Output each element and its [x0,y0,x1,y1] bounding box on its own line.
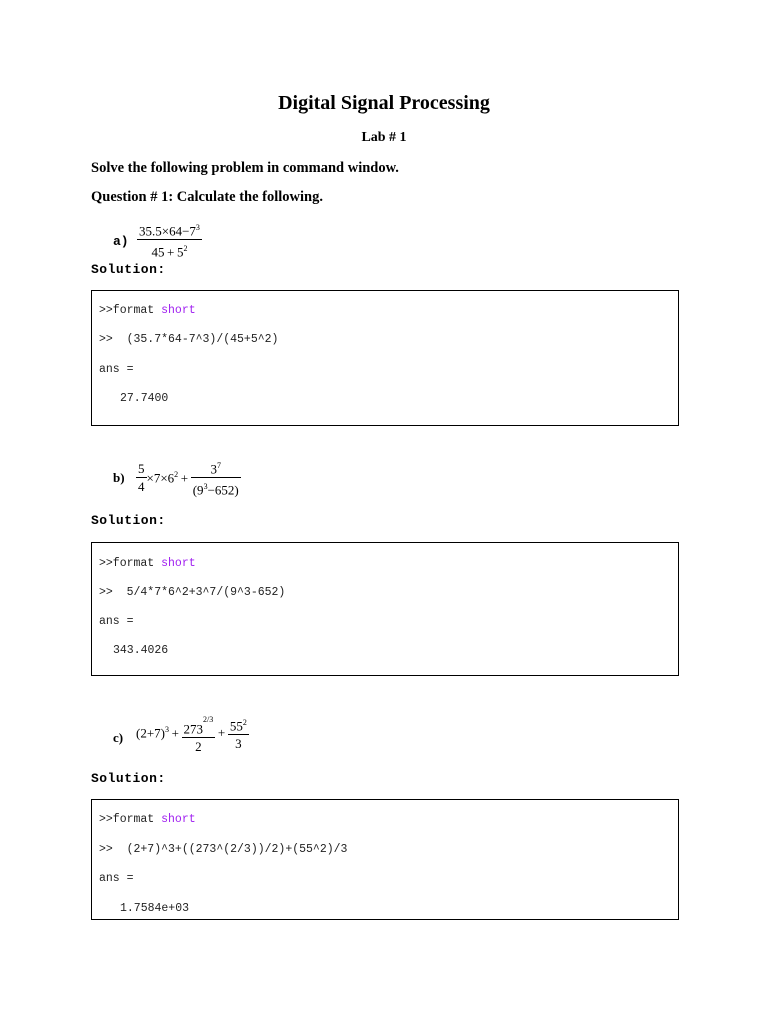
code-result: 343.4026 [113,644,169,657]
code-line: >>format short [99,557,196,570]
problem-c-expression: $(2+7)^3$ + $\frac{273^{2/3}}{2}$ + $\frac{55^2}{3}$ [136,712,249,754]
code-line: ans = [99,363,134,376]
code-line: >>format short [99,304,196,317]
problem-c-solution-label: Solution: [91,771,166,786]
problem-c-label: c) [113,730,124,745]
question-heading: Question # 1: Calculate the following. [91,189,323,205]
problem-a-expression: $\frac{35.5\times 64-7^3}{45 + 5^2}$ [137,220,202,260]
problem-b-solution-label: Solution: [91,513,166,528]
problem-b-label: b) [113,470,125,485]
lab-number: Lab # 1 [361,130,407,145]
page-title: Digital Signal Processing [278,92,490,114]
code-line: >> 5/4*7*6^2+3^7/(9^3-652) [99,586,286,599]
problem-a-solution-label: Solution: [91,262,166,277]
code-line: >>format short [99,813,196,826]
code-line: >> (35.7*64-7^3)/(45+5^2) [99,333,279,346]
code-line: ans = [99,615,134,628]
code-line: >> (2+7)^3+((273^(2/3))/2)+(55^2)/3 [99,843,348,856]
problem-b-code-box [91,542,679,676]
problem-a-label: a) [113,234,129,249]
problem-a-code-box [91,290,679,426]
instruction-text: Solve the following problem in command window. [91,160,399,176]
code-line: ans = [99,872,134,885]
code-result: 27.7400 [120,392,169,405]
problem-b-expression: $\frac{5}{4}$ $\times 7\times 6^2$ + $\frac{3^7}{(9^3-652)}$ [136,458,241,498]
code-result: 1.7584e+03 [120,902,190,915]
problem-c-code-box [91,799,679,920]
